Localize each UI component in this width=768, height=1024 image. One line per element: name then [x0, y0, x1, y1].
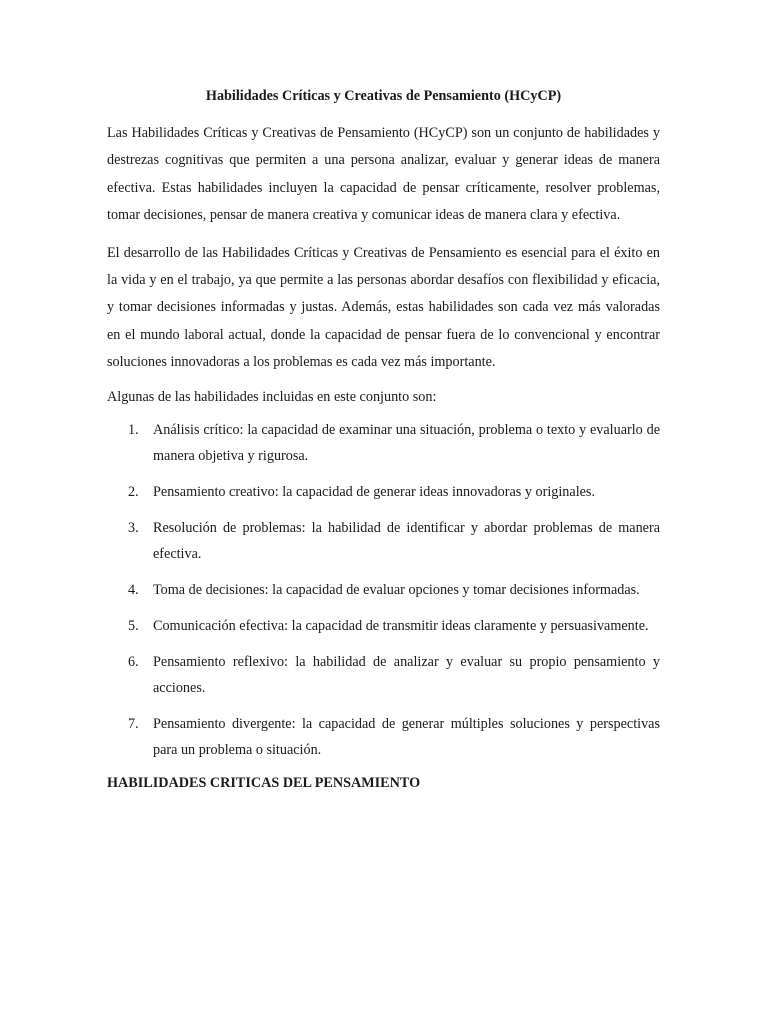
list-item-text: Comunicación efectiva: la capacidad de transmitir ideas claramente y persuasivamente. [153, 617, 649, 634]
list-item-number: 4. [128, 581, 139, 598]
list-item-number: 3. [128, 519, 139, 536]
list-item-text: Análisis crítico: la capacidad de examinar una situación, problema o texto y evaluarlo de manera objetiva y rigurosa. [153, 421, 660, 464]
intro-paragraph: Las Habilidades Críticas y Creativas de Pensamiento (HCyCP) son un conjunto de habilidades y destrezas cognitivas que permiten a una persona analizar, evaluar y generar ideas de manera efectiva. Estas habilidades incluyen la capacidad de pensar críticamente, resolver problemas, tomar decisiones, pensar de manera creativa y comunicar ideas de manera clara y efectiva. [107, 125, 660, 224]
list-item [107, 649, 660, 701]
list-item-number: 2. [128, 483, 139, 500]
list-item [107, 479, 660, 505]
list-item-number: 6. [128, 653, 139, 670]
list-item-text: Pensamiento reflexivo: la habilidad de analizar y evaluar su propio pensamiento y acciones. [153, 653, 660, 696]
list-intro: Algunas de las habilidades incluidas en este conjunto son: [107, 388, 437, 405]
list-item [107, 577, 660, 603]
list-item-text: Pensamiento divergente: la capacidad de generar múltiples soluciones y perspectivas para un problema o situación. [153, 715, 660, 758]
list-item-text: Resolución de problemas: la habilidad de identificar y abordar problemas de manera efectiva. [153, 519, 660, 562]
list-item-text: Toma de decisiones: la capacidad de evaluar opciones y tomar decisiones informadas. [153, 581, 640, 598]
skills-list [107, 417, 660, 763]
list-item [107, 515, 660, 567]
list-item [107, 711, 660, 763]
document-title: Habilidades Críticas y Creativas de Pensamiento (HCyCP) [205, 88, 562, 104]
list-item-number: 7. [128, 715, 139, 732]
development-paragraph: El desarrollo de las Habilidades Críticas y Creativas de Pensamiento es esencial para el éxito en la vida y en el trabajo, ya que permite a las personas abordar desafíos con flexibilidad y eficacia, y tomar decisiones informadas y justas. Además, estas habilidades son cada vez más valoradas en el mundo laboral actual, donde la capacidad de pensar fuera de lo convencional y encontrar soluciones innovadoras a los problemas es cada vez más importante. [107, 244, 660, 371]
list-item-text: Pensamiento creativo: la capacidad de generar ideas innovadoras y originales. [153, 483, 596, 500]
list-item-number: 5. [128, 617, 139, 634]
list-item [107, 417, 660, 469]
section-heading: HABILIDADES CRITICAS DEL PENSAMIENTO [107, 774, 421, 791]
document-page [107, 86, 660, 793]
list-item-number: 1. [128, 421, 139, 438]
list-item [107, 613, 660, 639]
